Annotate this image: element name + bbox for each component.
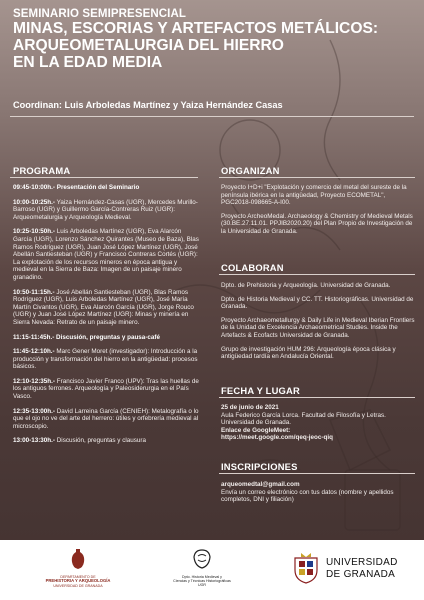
organizan-list: [221, 184, 416, 242]
programa-item: 13:00-13:30h.- Discusión, preguntas y clausura: [13, 437, 147, 445]
programa-item: 11:45-12:10h.- Marc Gener Moret (investigador): Introducción a la producción y transformación del hierro en la antigüedad: procesos básicos.: [13, 348, 198, 371]
programa-item: 10:25-10:50h.- Luis Arboledas Martínez (UGR), Eva Alarcón García (UGR), Lorenzo Sánchez Quirantes (Museo de Baza), Blas Ramos Rodríguez (UGR), Juan José López Martínez (UGR), José Abellán Santiesteban (UGR) y Francisco Contreras Cortés (UGR): La explotación de los recursos mineros en época antigua y medieval en la Sierra de Baza: Imagen de un paisaje minero granadino.: [13, 228, 199, 281]
inscripciones-heading: INSCRIPCIONES: [221, 461, 298, 472]
fecha-block: [221, 404, 416, 442]
programa-item: 10:00-10:25h.- Yaiza Hernández-Casas (UGR), Mercedes Murillo-Barroso (UGR) y Guillermo García-Contreras Ruiz (UGR): Arqueometalurgia y Arqueología Medieval.: [13, 198, 198, 221]
colaboran-divider: [219, 274, 415, 275]
programa-item: 12:10-12:35h.- Francisco Javier Franco (UPV): Tras las huellas de los antiguos ferrones. Arqueología y Paleosiderurgia en el País Vasco.: [13, 377, 199, 401]
colaboran-item: Dpto. de Historia Medieval y CC. TT. Historiográficas. Universidad de Granada.: [221, 295, 414, 311]
meet-label: Enlace de GoogleMeet:: [221, 426, 291, 434]
event-date: 25 de junio de 2021: [221, 404, 279, 411]
inscripciones-divider: [219, 473, 415, 474]
title-line-3: EN LA EDAD MEDIA: [13, 54, 163, 71]
fecha-heading: FECHA Y LUGAR: [221, 385, 300, 396]
meet-link[interactable]: https://meet.google.com/qeq-jeoc-qiq: [221, 434, 333, 442]
event-place: Aula Federico García Lorca. Facultad de Filosofía y Letras. Universidad de Granada.: [221, 411, 386, 427]
emblem-icon: [191, 548, 213, 570]
inscripciones-text: Envía un correo electrónico con tus datos (nombre y apellidos completos, DNI y filiación): [221, 488, 394, 504]
title-line-2: ARQUEOMETALURGIA DEL HIERRO: [13, 37, 284, 54]
organizan-item: Proyecto I+D+i "Explotación y comercio del metal del sureste de la península ibérica en la antigüedad, Proyecto ECOMETAL", PGC2018-098665-A-I00.: [221, 184, 407, 207]
header-divider: [10, 116, 414, 117]
colaboran-heading: COLABORAN: [221, 262, 284, 273]
programa-heading: PROGRAMA: [13, 165, 71, 176]
organizan-heading: ORGANIZAN: [221, 165, 280, 176]
organizan-divider: [219, 177, 415, 178]
colaboran-item: Dpto. de Prehistoria y Arqueología. Universidad de Granada.: [221, 282, 391, 289]
footer-logos: DEPARTAMENTO DE PREHISTORIA Y ARQUEOLOGÍA UNIVERSIDAD DE GRANADA Dpto. Historia Medieval y Ciencias y Técnicas Historiográficas UGR UNIVERSIDAD DE GRANADA: [0, 540, 424, 600]
vase-icon: [71, 548, 85, 570]
programa-item: 10:50-11:15h.- José Abellán Santiesteban (UGR), Blas Ramos Rodríguez (UGR), Luis Arboledas Martínez (UGR), José María Martín Civantos (UGR), Eva Alarcón García (UGR), Jorge Rouco (UGR) y Juan José López Martínez (UGR): Minas y minería en Sierra Nevada: Retrato de un paisaje minero.: [13, 288, 194, 326]
fecha-divider: [219, 397, 415, 398]
logo-prehistoria: DEPARTAMENTO DE PREHISTORIA Y ARQUEOLOGÍA UNIVERSIDAD DE GRANADA: [18, 548, 138, 588]
colaboran-item: Grupo de investigación HUM 296: Arqueología época clásica y antigüedad tardía en Andalucía Oriental.: [221, 345, 396, 361]
inscripciones-block: [221, 481, 416, 504]
programa-divider: [10, 177, 198, 178]
programa-item: 09:45-10:00h.- Presentación del Seminario: [13, 184, 140, 191]
contact-email[interactable]: arqueomedtal@gmail.com: [221, 481, 300, 488]
colaboran-list: [221, 282, 416, 367]
university-crest-icon: [292, 552, 320, 584]
programa-item: 11:15-11:45h.- Discusión, preguntas y pausa-café: [13, 333, 160, 341]
logo-historia-medieval: Dpto. Historia Medieval y Ciencias y Técnicas Historiográficas UGR: [162, 548, 242, 588]
coordinators: Coordinan: Luis Arboledas Martínez y Yaiza Hernández Casas: [13, 100, 283, 110]
header: [13, 8, 414, 71]
title-line-1: MINAS, ESCORIAS Y ARTEFACTOS METÁLICOS:: [13, 20, 379, 37]
organizan-item: Proyecto ArcheoMedal. Archaeology & Chemistry of Medieval Metals (30.BE.27.11.01. PPJIB2020.20) del Plan Propio de Investigación de la Universidad de Granada.: [221, 212, 413, 235]
programa-list: [13, 184, 199, 452]
programa-item: 12:35-13:00h.- David Larreina García (CENIEH): Metalografía o lo que el ojo no ve del arte del herrero: útiles y orfebrería medieval al microscopio.: [13, 407, 199, 430]
seminar-type: SEMINARIO SEMIPRESENCIAL: [13, 8, 187, 20]
colaboran-item: Proyecto Archaeometallurgy & Daily Life in Medieval Iberian Frontiers de la Unidad de Excelencia Archaeometrical Studies. Inside the Artefacts & Ecofacts Universidad de Granada.: [221, 316, 415, 339]
